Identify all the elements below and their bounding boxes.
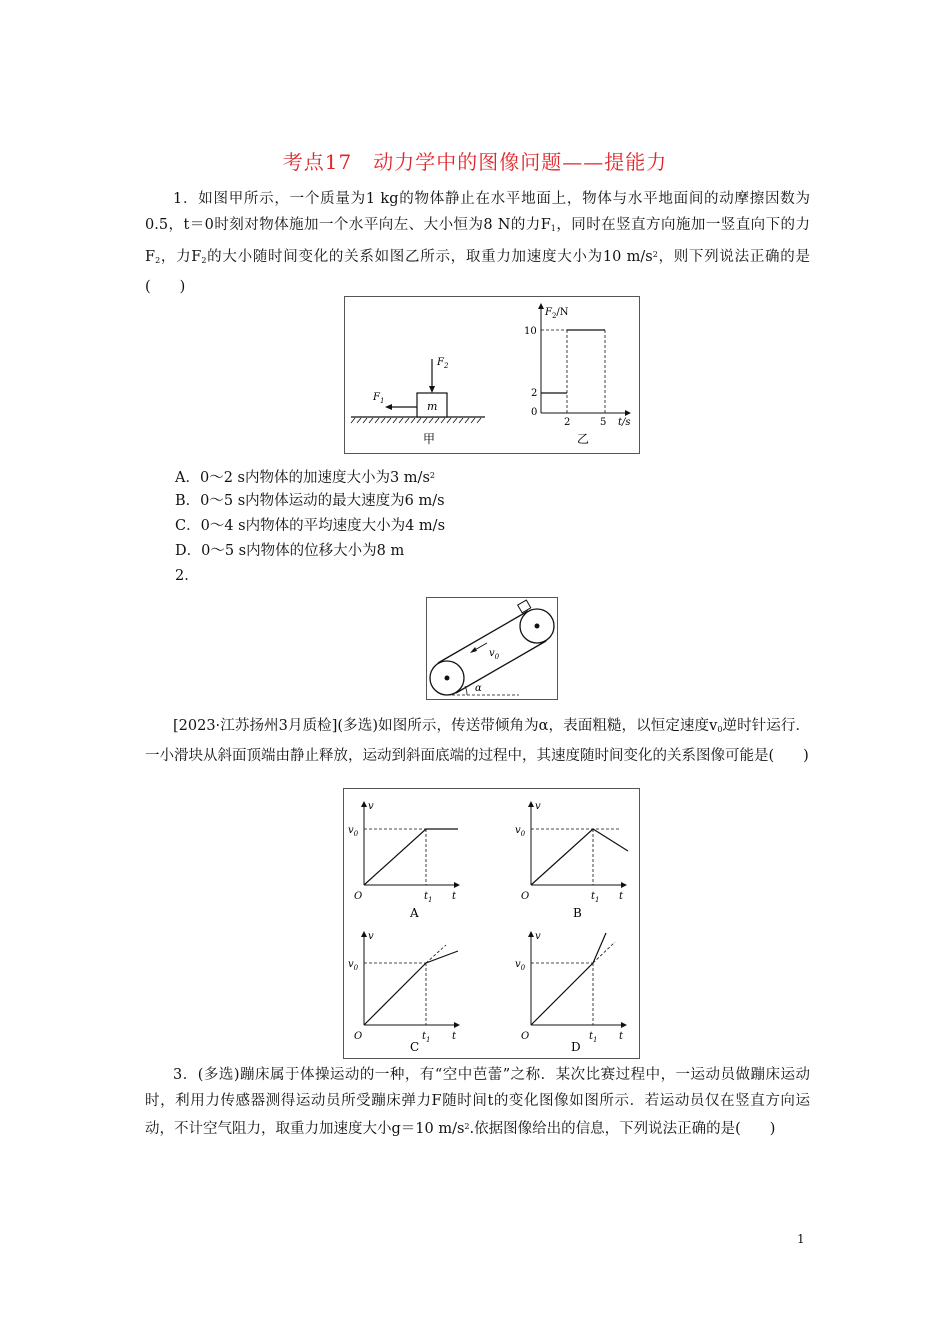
page-title: 考点17 动力学中的图像问题——提能力 — [282, 150, 668, 174]
graph-c-v-axis: v — [368, 931, 374, 942]
y-tick-2: 2 — [531, 388, 538, 399]
q1-figure — [344, 296, 640, 454]
q1-option-c: C．0～4 s内物体的平均速度大小为4 m/s — [175, 518, 446, 534]
y-tick-10: 10 — [524, 326, 537, 337]
graph-a-t1: $t_1$ — [424, 891, 433, 904]
q2-options-figure — [343, 788, 640, 1059]
graph-c-label: C — [410, 1040, 420, 1054]
belt-speed-label: $v_0$ — [489, 648, 500, 661]
block-diagram — [351, 357, 485, 446]
q2-number: 2. — [175, 568, 189, 584]
q1-stem: 1．如图甲所示，一个质量为1 kg的物体静止在水平地面上，物体与水平地面间的动摩擦因数为0.5，t＝0时刻对物体施加一个水平向左、大小恒为8 N的力$F_1$，同时在竖直方向施加一竖直向下的力$F_2$，力$F_2$的大小随时间变化的关系如图乙所示，取重力加速度大小为10 $m/s^2$，则下列说法正确的是( ) — [145, 191, 811, 295]
q1-option-b: B．0～5 s内物体运动的最大速度为6 m/s — [175, 493, 445, 509]
graph-a-origin: O — [354, 891, 363, 902]
graph-b-origin: O — [521, 891, 530, 902]
x-axis-label: t/s — [618, 417, 631, 428]
conveyor-figure — [426, 597, 558, 700]
mass-label: m — [427, 400, 438, 413]
graph-a-label: A — [410, 906, 419, 920]
graph-c-origin: O — [354, 1031, 363, 1042]
page-number: 1 — [797, 1232, 805, 1246]
q1-option-a: A．0～2 s内物体的加速度大小为3 $m/s^2$ — [175, 470, 435, 486]
graph-d-v0: $v_0$ — [515, 959, 526, 972]
graph-a-v0: $v_0$ — [348, 825, 359, 838]
f2-label: $F_2$ — [437, 357, 449, 370]
graph-c-t1: $t_1$ — [422, 1031, 431, 1044]
graph-a — [348, 801, 460, 920]
graph-d-label: D — [571, 1040, 581, 1054]
x-tick-5: 5 — [600, 417, 607, 428]
yi-label: 乙 — [577, 432, 590, 446]
graph-d-t1: $t_1$ — [589, 1031, 598, 1044]
graph-b-t1: $t_1$ — [591, 891, 600, 904]
graph-b-label: B — [573, 906, 582, 920]
f1-label: $F_1$ — [373, 392, 385, 405]
graph-b-t-axis: t — [619, 891, 624, 902]
x-tick-2: 2 — [564, 417, 571, 428]
graph-c — [348, 931, 460, 1054]
y-axis-label: $F_2/N$ — [545, 307, 569, 320]
graph-d — [515, 931, 627, 1054]
graph-c-v0: $v_0$ — [348, 959, 359, 972]
origin-label: 0 — [531, 407, 538, 418]
q3-stem: 3．(多选)蹦床属于体操运动的一种，有“空中芭蕾”之称．某次比赛过程中，一运动员做蹦床运动时，利用力传感器测得运动员所受蹦床弹力F随时间t的变化图像如图所示．若运动员仅在竖直方向运动，不计空气阻力，取重力加速度大小g＝10 $m/s^2$.依据图像给出的信息，下列说法正确的是( ) — [145, 1067, 810, 1137]
graph-a-t-axis: t — [452, 891, 457, 902]
angle-alpha-label: α — [475, 683, 482, 694]
graph-a-v-axis: v — [368, 801, 374, 812]
graph-c-t-axis: t — [452, 1031, 457, 1042]
graph-d-v-axis: v — [535, 931, 541, 942]
graph-d-origin: O — [521, 1031, 530, 1042]
graph-b — [515, 801, 628, 920]
graph-b-v0: $v_0$ — [515, 825, 526, 838]
q1-option-d: D．0～5 s内物体的位移大小为8 m — [175, 543, 405, 559]
f2-t-graph — [524, 303, 631, 446]
graph-b-v-axis: v — [535, 801, 541, 812]
q2-stem: [2023·江苏扬州3月质检](多选)如图所示，传送带倾角为α，表面粗糙，以恒定速度$v_0$逆时针运行．一小滑块从斜面顶端由静止释放，运动到斜面底端的过程中，其速度随时间变化的关系图像可能是( ) — [145, 718, 810, 764]
graph-d-t-axis: t — [619, 1031, 624, 1042]
jia-label: 甲 — [423, 432, 436, 446]
